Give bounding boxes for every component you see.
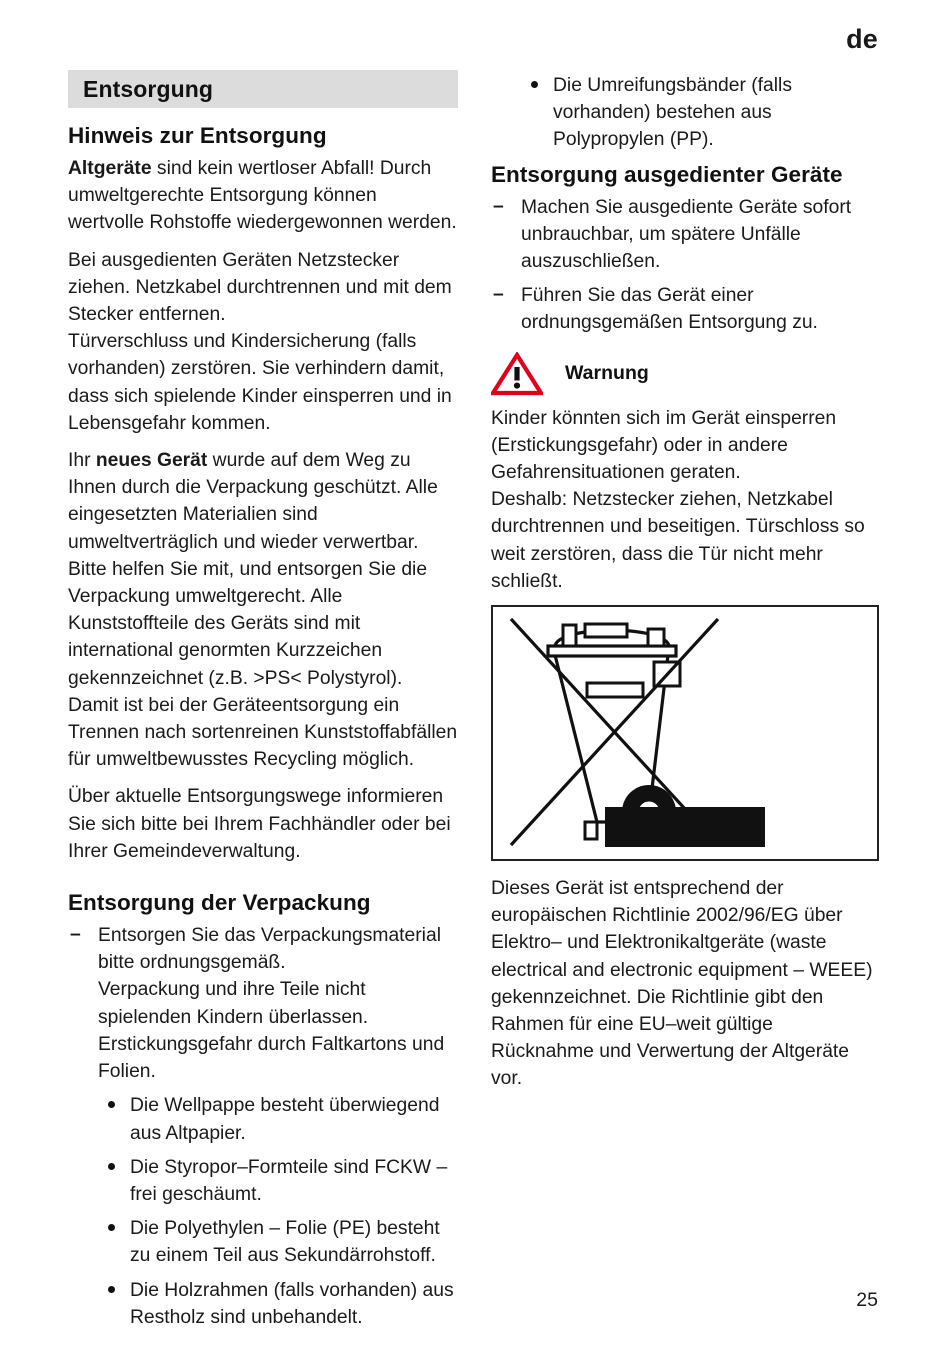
list-item <box>100 1092 458 1146</box>
weee-figure-box <box>491 605 879 861</box>
list-item-label: Die Holzrahmen (falls vorhanden) aus Restholz sind unbehandelt. <box>130 1279 454 1328</box>
paragraph-neues-geraet-pre: Ihr <box>68 450 96 472</box>
chapter-title: Entsorgung <box>83 75 214 102</box>
list-item <box>68 922 458 1085</box>
bullet-dot-icon <box>108 1224 115 1231</box>
running-head-language: de <box>846 24 878 54</box>
paragraph-weee-directive: Dieses Gerät ist entsprechend der europäischen Richtlinie 2002/96/EG über Elektro– und Elektronikaltgeräte (waste electrical and electronic equipment – WEEE) gekennzeichnet. Die Richtlinie gibt den Rahmen für eine EU–weit gültige Rücknahme und Verwertung der Altgeräte vor. <box>491 878 873 1090</box>
list-item-label: Die Umreifungsbänder (falls vorhanden) bestehen aus Polypropylen (PP). <box>553 75 792 151</box>
dash-marker-icon: – <box>493 195 504 217</box>
paragraph-neues-geraet <box>68 447 458 773</box>
warning-label: Warnung <box>565 362 649 385</box>
list-item-line-2: Verpackung und ihre Teile nicht spielenden Kindern überlassen. Erstickungsgefahr durch Faltkartons und Folien. <box>98 979 445 1083</box>
bullet-dot-icon <box>108 1101 115 1108</box>
bullet-dot-icon <box>531 81 538 88</box>
list-item <box>100 1154 458 1208</box>
list-item <box>491 282 881 336</box>
paragraph-altgeraete-rest: sind kein wertloser Abfall! Durch umweltgerechte Entsorgung können wertvolle Rohstoffe wiedergewonnen werden. <box>68 158 457 234</box>
dash-marker-icon: – <box>70 924 81 946</box>
list-item <box>100 1215 458 1269</box>
weee-black-bar <box>605 807 765 847</box>
dash-list-ausgediente-geraete <box>491 194 881 337</box>
paragraph-entsorgungswege: Über aktuelle Entsorgungswege informieren Sie sich bitte bei Ihrem Fachhändler oder bei Ihrer Gemeindeverwaltung. <box>68 786 451 862</box>
paragraph-warning-1: Kinder könnten sich im Gerät einsperren (Erstickungsgefahr) oder in andere Gefahrensituationen geraten. <box>491 407 837 484</box>
paragraph-tuerverschluss: Türverschluss und Kindersicherung (falls vorhanden) zerstören. Sie verhindern damit, dass sich spielende Kinder einsperren und in Lebensgefahr kommen. <box>68 331 452 434</box>
list-item <box>100 1277 458 1331</box>
paragraph-warning-2: Deshalb: Netzstecker ziehen, Netzkabel durchtrennen und beseitigen. Türschloss so weit zerstören, dass die Tür nicht mehr schließt. <box>491 489 865 592</box>
bullet-list-packaging-materials <box>100 1092 458 1331</box>
list-item <box>523 72 881 154</box>
bullet-list-continued <box>523 72 881 154</box>
bullet-dot-icon <box>108 1286 115 1293</box>
paragraph-netzstecker: Bei ausgedienten Geräten Netzstecker ziehen. Netzkabel durchtrennen und mit dem Stecker entfernen. <box>68 249 452 326</box>
section-heading-verpackung: Entsorgung der Verpackung <box>68 890 371 916</box>
page-number: 25 <box>856 1289 878 1311</box>
right-column <box>491 70 881 1338</box>
list-item-label: Führen Sie das Gerät einer ordnungsgemäßen Entsorgung zu. <box>521 285 818 334</box>
paragraph-altgeraete <box>68 155 458 237</box>
bold-altgeraete: Altgeräte <box>68 158 152 179</box>
bullet-dot-icon <box>108 1163 115 1170</box>
left-column <box>68 70 458 1338</box>
list-item-label: Die Wellpappe besteht überwiegend aus Altpapier. <box>130 1095 440 1144</box>
list-item-label: Machen Sie ausgediente Geräte sofort unbrauchbar, um spätere Unfälle auszuschließen. <box>521 196 852 273</box>
list-item-label: Die Styropor–Formteile sind FCKW – frei geschäumt. <box>130 1156 448 1205</box>
list-item-label: Die Polyethylen – Folie (PE) besteht zu einem Teil aus Sekundärrohstoff. <box>130 1218 440 1267</box>
bold-neues-geraet: neues Gerät <box>95 450 208 472</box>
warning-banner <box>491 351 881 397</box>
dash-marker-icon: – <box>493 284 504 306</box>
section-heading-hinweis: Hinweis zur Entsorgung <box>68 123 327 148</box>
warning-triangle-icon <box>491 352 543 396</box>
list-item <box>491 194 881 276</box>
chapter-heading-band <box>68 70 458 108</box>
paragraph-neues-geraet-rest: wurde auf dem Weg zu Ihnen durch die Verpackung geschützt. Alle eingesetzten Materialien sind umweltverträglich und wieder verwertbar. Bitte helfen Sie mit, und entsorgen Sie die Verpackung umweltgerecht. Alle Kunststoffteile des Geräts sind mit international genormten Kurzzeichen gekennzeichnet (z.B. >PS< Polystyrol). Damit ist bei der Geräteentsorgung ein Trennen nach sortenreinen Kunststoffabfällen für umweltbewusstes Recycling möglich. <box>68 450 458 771</box>
two-column-layout <box>68 70 882 1338</box>
list-item-line-1: Entsorgen Sie das Verpackungsmaterial bitte ordnungsgemäß. <box>98 925 441 974</box>
dash-list-verpackung <box>68 922 458 1085</box>
section-heading-ausgediente-geraete: Entsorgung ausgedienter Geräte <box>491 161 843 187</box>
